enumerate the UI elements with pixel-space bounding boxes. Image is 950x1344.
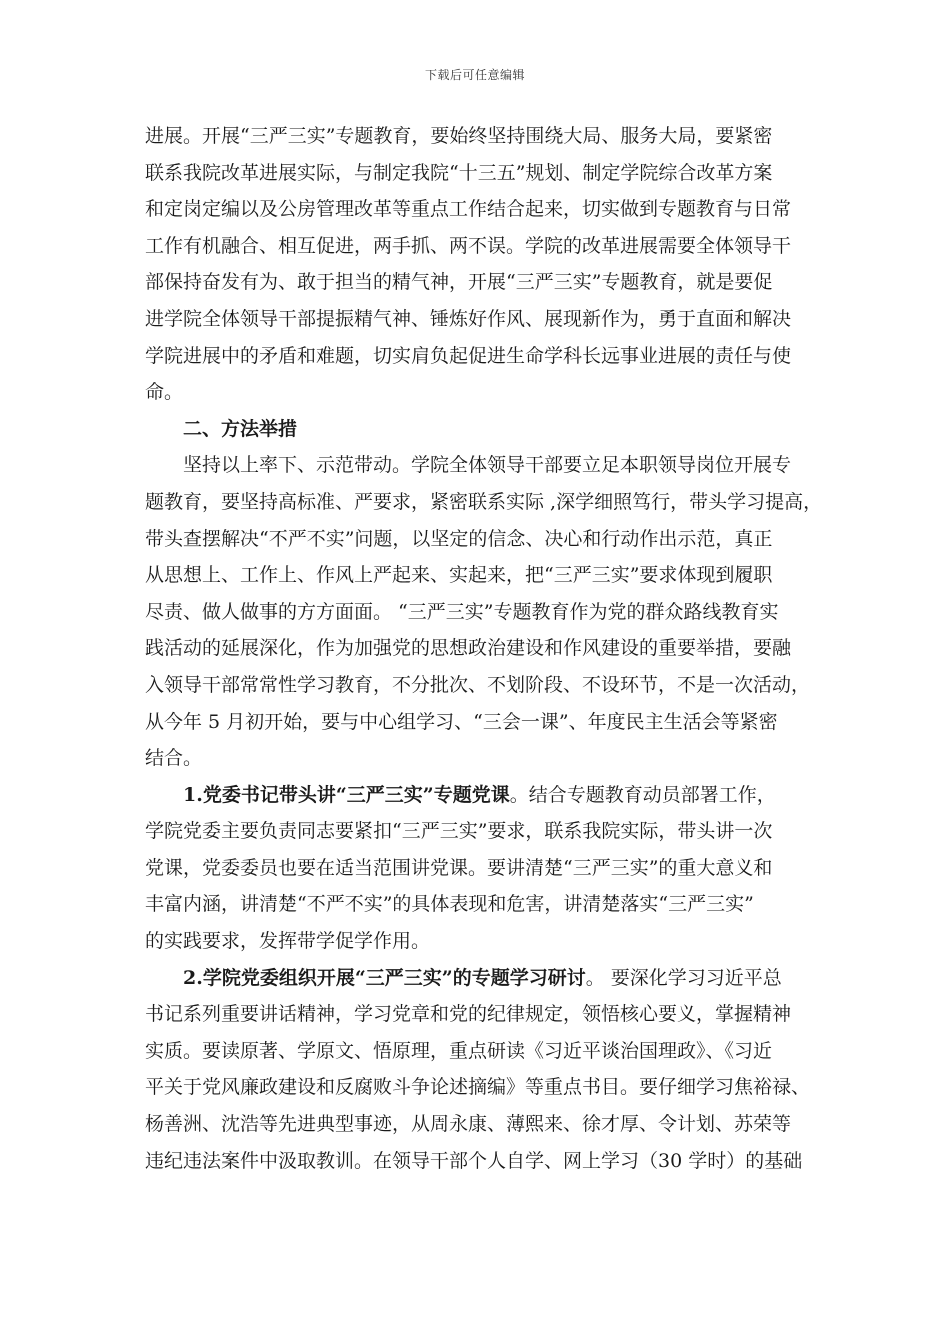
text-line: 从今年 5 月初开始，要与中心组学习、“三会一课”、年度民主生活会等紧密	[145, 710, 778, 733]
text-line: 题教育，要坚持高标准、严要求，紧密联系实际 ,深学细照笃行，带头学习提高，	[145, 490, 823, 513]
item-text: 。结合专题教育动员部署工作，	[509, 783, 776, 806]
text-line: 进学院全体领导干部提振精气神、锤炼好作风、展现新作为，勇于直面和解决	[145, 307, 792, 330]
item-title: 2.学院党委组织开展“三严三实”的专题学习研讨	[183, 966, 586, 989]
text-line: 践活动的延展深化，作为加强党的思想政治建设和作风建设的重要举措，要融	[145, 637, 792, 660]
text-line: 部保持奋发有为、敢于担当的精气神，开展“三严三实”专题教育，就是要促	[145, 271, 773, 294]
text-line: 入领导干部常常性学习教育，不分批次、不划阶段、不设环节，不是一次活动，	[145, 673, 811, 696]
text-line: 丰富内涵，讲清楚“不严不实”的具体表现和危害，讲清楚落实“三严三实”	[145, 893, 754, 916]
item-study-seminar	[145, 960, 810, 1180]
item-party-lecture	[145, 777, 810, 960]
item-title: 1.党委书记带头讲“三严三实”专题党课	[183, 783, 510, 806]
text-line: 带头查摆解决“不严不实”问题，以坚定的信念、决心和行动作出示范，真正	[145, 527, 773, 550]
document-body	[145, 118, 823, 1179]
text-line: 实质。要读原著、学原文、悟原理，重点研读《习近平谈治国理政》、《习近	[145, 1039, 773, 1062]
text-line: 进展。开展“三严三实”专题教育，要始终坚持围绕大局、服务大局，要紧密	[145, 125, 773, 147]
text-line: 联系我院改革进展实际，与制定我院“十三五”规划、制定学院综合改革方案	[145, 161, 773, 184]
section-heading-methods: 二、方法举措	[183, 417, 298, 440]
text-line	[145, 777, 810, 814]
text-line: 结合。	[145, 747, 203, 770]
text-line: 坚持以上率下、示范带动。学院全体领导干部要立足本职领导岗位开展专	[183, 454, 792, 477]
text-line: 命。	[145, 381, 184, 404]
text-line: 从思想上、工作上、作风上严起来、实起来，把“三严三实”要求体现到履职	[145, 564, 773, 587]
text-line: 工作有机融合、相互促进，两手抓、两不误。学院的改革进展需要全体领导干	[145, 234, 792, 257]
text-line: 和定岗定编以及公房管理改革等重点工作结合起来，切实做到专题教育与日常	[145, 198, 792, 221]
text-line: 书记系列重要讲话精神，学习党章和党的纪律规定，领悟核心要义，掌握精神	[145, 1003, 792, 1026]
text-line: 学院党委主要负责同志要紧扣“三严三实”要求，联系我院实际，带头讲一次	[145, 820, 773, 843]
text-line: 党课，党委委员也要在适当范围讲党课。要讲清楚“三严三实”的重大意义和	[145, 856, 773, 879]
paragraph-reform-progress	[145, 118, 810, 411]
paragraph-lead-by-example	[145, 447, 823, 776]
text-line: 学院进展中的矛盾和难题，切实肩负起促进生命学科长远事业进展的责任与使	[145, 344, 792, 367]
text-line: 的实践要求，发挥带学促学作用。	[145, 930, 431, 953]
page-header-note: 下载后可任意编辑	[424, 68, 525, 82]
text-line: 尽责、做人做事的方方面面。 “三严三实”专题教育作为党的群众路线教育实	[145, 600, 779, 623]
text-line: 违纪违法案件中汲取教训。在领导干部个人自学、网上学习（30 学时）的基础	[145, 1149, 803, 1172]
text-line: 杨善洲、沈浩等先进典型事迹，从周永康、薄熙来、徐才厚、令计划、苏荣等	[145, 1113, 792, 1136]
item-text: 。 要深化学习习近平总	[585, 966, 782, 989]
text-line: 平关于党风廉政建设和反腐败斗争论述摘编》等重点书目。要仔细学习焦裕禄、	[145, 1076, 811, 1099]
text-line	[145, 960, 810, 997]
